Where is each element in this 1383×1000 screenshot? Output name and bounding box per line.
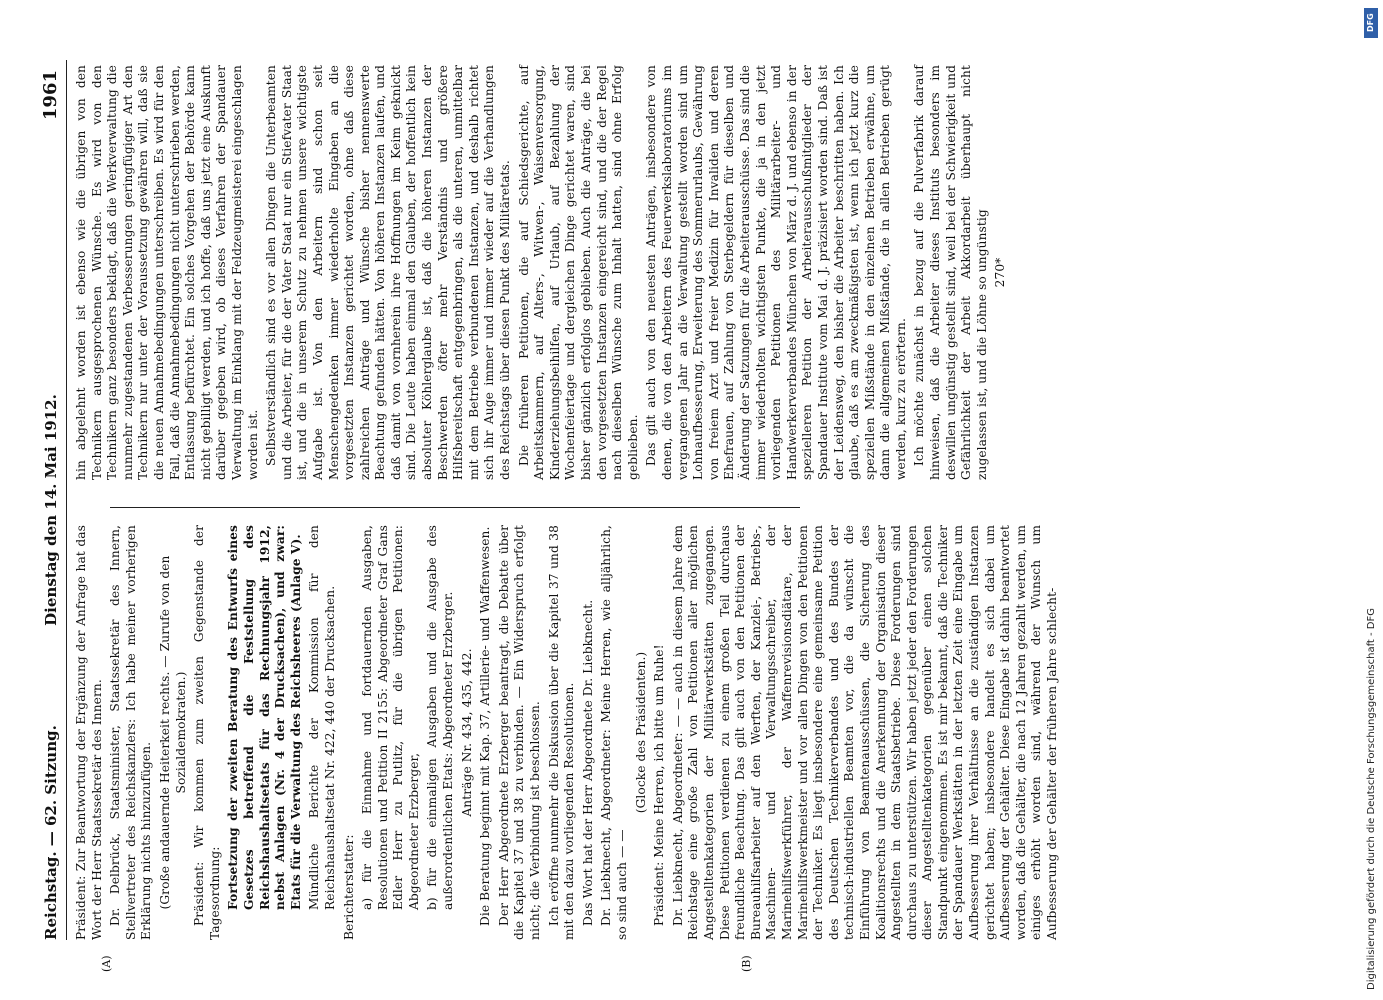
page-header xyxy=(40,60,66,960)
paragraph: Präsident: Wir kommen zum zweiten Gegenstande der Tagesordnung: xyxy=(192,525,222,940)
paragraph: Das gilt auch von den neuesten Anträgen, insbesondere von denen, die von den Arbeitern des Feuerwerkslaboratoriums im vergangenen Jahr an die Verwaltung gestellt worden sind um Lohnaufbesserung, Erweiterung des Sommerurlaubs, Gewährung von freiem Arzt und freier Medizin für Invaliden und deren Ehefrauen, auf Zahlung von Sterbegeldern für dieselben und Änderung der Satzungen für die Arbeiterausschüsse. Das sind die immer wiederholten wichtigsten Punkte, die ja in den jetzt vorliegenden Petitionen des Militärarbeiter- und Handwerkerverbandes München von März d. J. und ebenso in der spezielleren Petition der Arbeiterausschußmitglieder der Spandauer Institute vom Mai d. J. präzisiert worden sind. Daß ist der Leidensweg, den bisher die Arbeiter beschritten haben. Ich glaube, daß es am zweckmäßigsten ist, wenn ich jetzt kurz die speziellen Mißstände in den einzelnen Betrieben erwähne, um dann die allgemeinen Mißstände, die in allen Betrieben gerügt werden, kurz zu erörtern. xyxy=(644,65,908,480)
paragraph: Dr. Liebknecht, Abgeordneter: — — auch in diesem Jahre dem Reichstage eine große Zahl von Petitionen aller möglichen Angestelltenkategorien der Militärwerkstätten zugegangen. Diese Petitionen verdienen zu einem großen Teil durchaus freundliche Beachtung. Das gilt auch von den Petitionen der Bureauhilfsarbeiter auf den Werften, der Kanzlei-, Betriebs-, Maschinen- und Verwaltungsschreiber, der Marinehilfswerkführer, der Waffenrevisionsdiätare, der Marinehilfswerkmeister und vor allen Dingen von den Petitionen der Techniker. Es liegt insbesondere eine gemeinsame Petition des Deutschen Technikerverbandes und des Bundes der technisch-industriellen Beamten vor, die da wünscht die Einführung von Beamtenausschüssen, die Sicherung des Koalitionsrechts und die Anerkennung der Organisation dieser Angestellten in dem Staatsbetriebe. Diese Forderungen sind durchaus zu unterstützen. Wir haben jetzt jeder den Forderungen dieser Angestelltenkategorien gegenüber einen solchen Standpunkt eingenommen. Es ist mir bekannt, daß die Techniker der Spandauer Werkstätten in der letzten Zeit eine Eingabe um Aufbesserung ihrer Verhältnisse an die zuständigen Instanzen gerichtet haben; insbesondere handelt es sich dabei um Aufbesserung der Gehälter. Diese Eingabe ist dahin beantwortet worden, daß die Gehälter, die nach 12 Jahren gezahlt werden, um einiges erhöht worden sind, während der Wunsch um Aufbesserung der Gehälter der früheren Jahre schlecht- xyxy=(670,525,1060,940)
paragraph: Dr. Liebknecht, Abgeordneter: Meine Herren, wie alljährlich, so sind auch — — xyxy=(599,525,629,940)
header-rule xyxy=(66,60,67,940)
running-head-date: Dienstag den 14. Mai 1912. xyxy=(42,394,60,626)
footer-signature: 270* xyxy=(993,257,1008,288)
paragraph: Präsident: Meine Herren, ich bitte um Ruhe! xyxy=(652,644,667,926)
paragraph: Selbstverständlich sind es vor allen Dingen die Unterbeamten und die Arbeiter, für die der Vater Staat nur ein Stiefvater Staat ist, und die in unserem Schutz zu nehmen unsere wichtigste Aufgabe ist. Von den Arbeitern sind schon seit Menschengedenken immer wiederholte Eingaben an die vorgesetzten Instanzen gerichtet worden, ohne daß diese zahlreichen Anträge und Wünsche bisher nennenswerte Beachtung gefunden hätten. Von höheren Instanzen laufen, und daß damit von vornherein ihre Hoffnungen im Keim geknickt sind. Die Leute haben einmal den Glauben, der hoffentlich kein absoluter Köhlerglaube ist, daß die höheren Instanzen der Beschwerden öfter mehr Verständnis und größere Hilfsbereitschaft entgegenbringen, als die unteren, unmittelbar mit dem Betriebe verbundenen Instanzen, und deshalb richtet sich ihr Auge immer und immer wieder auf die Verhandlungen des Reichstags über diesen Punkt des Militäretats. xyxy=(264,65,513,480)
page-number: 1961 xyxy=(40,70,61,121)
running-head-left: Reichstag. — 62. Sitzung. xyxy=(42,725,60,940)
text-column-left xyxy=(74,525,1064,940)
paragraph: Fortsetzung der zweiten Beratung des Entwurfs eines Gesetzes betreffend die Feststellung des Reichshaushaltsetats für das Rechnungsjahr 1912, nebst Anlagen (Nr. 4 der Drucksachen), und zwar: Etats für die Verwaltung des Reichsheeres (Anlage V). xyxy=(226,525,303,910)
paragraph: Der Herr Abgeordnete Erzberger beantragt, die Debatte über die Kapitel 37 und 38 zu verbinden. — Ein Widerspruch erfolgt nicht; die Verbindung ist beschlossen. xyxy=(496,525,543,940)
digitization-credit: Digitalisierung gefördert durch die Deutsche Forschungsgemeinschaft - DFG xyxy=(1366,607,1377,990)
paragraph: Mündliche Berichte der Kommission für den Reichshaushaltsetat Nr. 422, 440 der Drucksachen. xyxy=(307,525,337,910)
dfg-logo: DFG xyxy=(1364,8,1378,38)
margin-marker-b: (B) xyxy=(740,955,753,972)
paragraph: (Große andauernde Heiterkeit rechts. — Zurufe von den Sozialdemokraten.) xyxy=(157,555,188,910)
paragraph: Berichterstatter: xyxy=(341,834,356,940)
paragraph: Ich möchte zunächst in bezug auf die Pulverfabrik darauf hinweisen, daß die Arbeiter dieses Instituts besonders im deswillen ungünstig gestellt sind, weil bei der Schwierigkeit und Gefährlichkeit der Arbeit Akkordarbeit überhaupt nicht zugelassen ist, und die Löhne so ungünstig xyxy=(912,65,989,480)
paragraph: Die früheren Petitionen, die auf Schiedsgerichte, auf Arbeitskammern, auf Alters-, Witwen-, Waisenversorgung, Kinderziehungsbeihilfen, auf Urlaub, auf Bezahlung der Wochenfeiertage und dergleichen Dinge gerichtet waren, sind bisher gänzlich erfolglos geblieben. Auch die Anträge, die bei den vorgesetzten Instanzen eingereicht sind, und die der Regel nach dieselben Wünsche zum Inhalt hatten, sind ohne Erfolg geblieben. xyxy=(516,65,640,480)
paragraph: (Glocke des Präsidenten.) xyxy=(633,651,648,814)
paragraph: hin abgelehnt worden ist ebenso wie die übrigen von den Technikern ausgesprochenen Wünsche. Es wird von den Technikern ganz besonders beklagt, daß die Werkverwaltung die nunmehr zugestandenen Verbesserungen geringfügiger Art den Technikern nur unter der Voraussetzung gewähren will, daß sie die neuen Annahmebedingungen unterschreiben. Es wird für den Fall, daß die Annahmebedingungen nicht unterschrieben werden, Entlassung befürchtet. Ein solches Vorgehen der Behörde kann nicht gebilligt werden, und ich hoffe, daß uns jetzt eine Auskunft darüber gegeben wird, ob dieses Verfahren der Spandauer Verwaltung im Einklang mit der Feldzeugmeisterei eingeschlagen worden ist. xyxy=(74,65,260,480)
paragraph: a) für die Einnahme und fortdauernden Ausgaben, Resolutionen und Petition II 2155: Abgeordneter Graf Gans Edler Herr zu Putlitz, für die übrigen Petitionen: Abgeordneter Erzberger, xyxy=(360,525,421,910)
paragraph: b) für die einmaligen Ausgaben und die Ausgabe des außerordentlichen Etats: Abgeordneter Erzberger. xyxy=(425,525,456,910)
paragraph: Anträge Nr. 434, 435, 442. xyxy=(459,648,474,817)
paragraph: Dr. Delbrück, Staatsminister, Staatssekretär des Innern, Stellvertreter des Reichskanzlers: Ich habe meiner vorherigen Erklärung nichts hinzuzufügen. xyxy=(108,525,154,940)
paragraph: Die Beratung beginnt mit Kap. 37, Artillerie- und Waffenwesen. xyxy=(478,526,493,926)
paragraph: Das Wort hat der Herr Abgeordnete Dr. Liebknecht. xyxy=(580,599,595,926)
margin-marker-a: (A) xyxy=(100,955,113,972)
rotated-page xyxy=(40,40,1320,980)
paragraph: Ich eröffne nunmehr die Diskussion über die Kapitel 37 und 38 mit den dazu vorliegenden Resolutionen. xyxy=(546,525,577,940)
text-column-right xyxy=(74,65,1012,480)
paragraph: Präsident: Zur Beantwortung der Ergänzung der Anfrage hat das Wort der Herr Staatssekretär des Innern. xyxy=(74,525,104,940)
column-divider xyxy=(110,507,800,508)
